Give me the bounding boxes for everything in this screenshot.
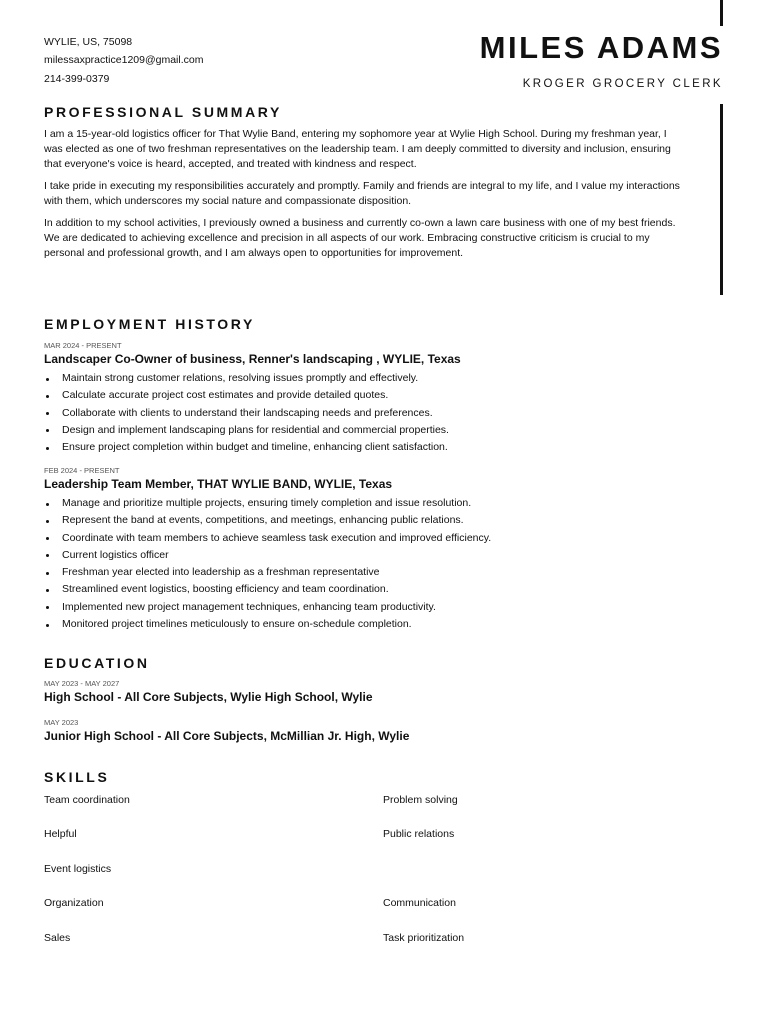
section-heading-summary: PROFESSIONAL SUMMARY (44, 104, 282, 120)
resume-job-title: KROGER GROCERY CLERK (522, 78, 723, 90)
skill-item: Communication (383, 897, 456, 909)
education-title: High School - All Core Subjects, Wylie High School, Wylie (44, 690, 373, 704)
summary-paragraph: I take pride in executing my responsibilities accurately and promptly. Family and friends are integral to my life, and I value my interactions with them, which underscores my social nature and compassionate disposition. (44, 180, 680, 207)
education-entry (44, 679, 694, 704)
summary-section (44, 127, 684, 268)
skill-item: Event logistics (44, 863, 112, 875)
job-entry (44, 466, 694, 633)
summary-paragraph: In addition to my school activities, I previously owned a business and currently co-own a lawn care business with one of my best friends. We are dedicated to achieving excellence and precision in all aspects of our work. Embracing constructive criticism is crucial to my personal and professional growth, and I am always open to opportunities for improvement. (44, 217, 676, 259)
skill-item: Task prioritization (383, 932, 465, 944)
skill-item: Sales (44, 932, 71, 944)
accent-bar-summary (720, 104, 723, 295)
job-title: Leadership Team Member, THAT WYLIE BAND, WYLIE, Texas (44, 477, 393, 491)
contact-email: milessaxpractice1209@gmail.com (44, 54, 204, 66)
job-bullet: Implemented new project management techniques, enhancing team productivity. (44, 599, 694, 616)
contact-location: WYLIE, US, 75098 (44, 36, 133, 48)
skill-item: Problem solving (383, 794, 458, 806)
job-bullet: Monitored project timelines meticulously to ensure on-schedule completion. (44, 616, 694, 633)
job-bullet: Design and implement landscaping plans for residential and commercial properties. (44, 422, 694, 439)
education-dates: MAY 2023 (44, 718, 79, 727)
skill-item: Team coordination (44, 794, 130, 806)
job-bullet: Collaborate with clients to understand their landscaping needs and preferences. (44, 405, 694, 422)
contact-phone: 214-399-0379 (44, 73, 110, 85)
job-bullet: Calculate accurate project cost estimates and provide detailed quotes. (44, 387, 694, 404)
job-bullet: Freshman year elected into leadership as a freshman representative (44, 564, 694, 581)
job-bullet: Streamlined event logistics, boosting efficiency and team coordination. (44, 581, 694, 598)
section-heading-skills: SKILLS (44, 769, 110, 785)
job-bullet: Ensure project completion within budget and timeline, enhancing client satisfaction. (44, 439, 694, 456)
skill-item: Public relations (383, 828, 455, 840)
job-dates: FEB 2024 - PRESENT (44, 466, 120, 475)
job-bullet: Manage and prioritize multiple projects, ensuring timely completion and issue resolution. (44, 495, 694, 512)
skill-item: Helpful (44, 828, 77, 840)
education-title: Junior High School - All Core Subjects, McMillian Jr. High, Wylie (44, 729, 410, 743)
skill-item: Organization (44, 897, 104, 909)
job-bullet-list (44, 370, 694, 456)
education-entry (44, 718, 694, 743)
accent-bar-top (720, 0, 723, 26)
summary-paragraph: I am a 15-year-old logistics officer for That Wylie Band, entering my sophomore year at Wylie High School. During my freshman year, I was elected as one of two freshman representatives on the leadership team. I am deeply committed to diversity and inclusion, ensuring that everyone's voice is heard, accepted, and treated with kindness and respect. (44, 128, 671, 170)
job-bullet: Current logistics officer (44, 547, 694, 564)
section-heading-education: EDUCATION (44, 655, 150, 671)
job-bullet-list (44, 495, 694, 633)
job-bullet: Represent the band at events, competitions, and meetings, enhancing public relations. (44, 512, 694, 529)
resume-name: MILES ADAMS (479, 30, 723, 65)
job-bullet: Maintain strong customer relations, resolving issues promptly and effectively. (44, 370, 694, 387)
section-heading-employment: EMPLOYMENT HISTORY (44, 316, 255, 332)
job-bullet: Coordinate with team members to achieve seamless task execution and improved efficiency. (44, 530, 694, 547)
education-dates: MAY 2023 - MAY 2027 (44, 679, 120, 688)
job-dates: MAR 2024 - PRESENT (44, 341, 122, 350)
job-title: Landscaper Co-Owner of business, Renner's landscaping , WYLIE, Texas (44, 352, 461, 366)
job-entry (44, 341, 694, 456)
